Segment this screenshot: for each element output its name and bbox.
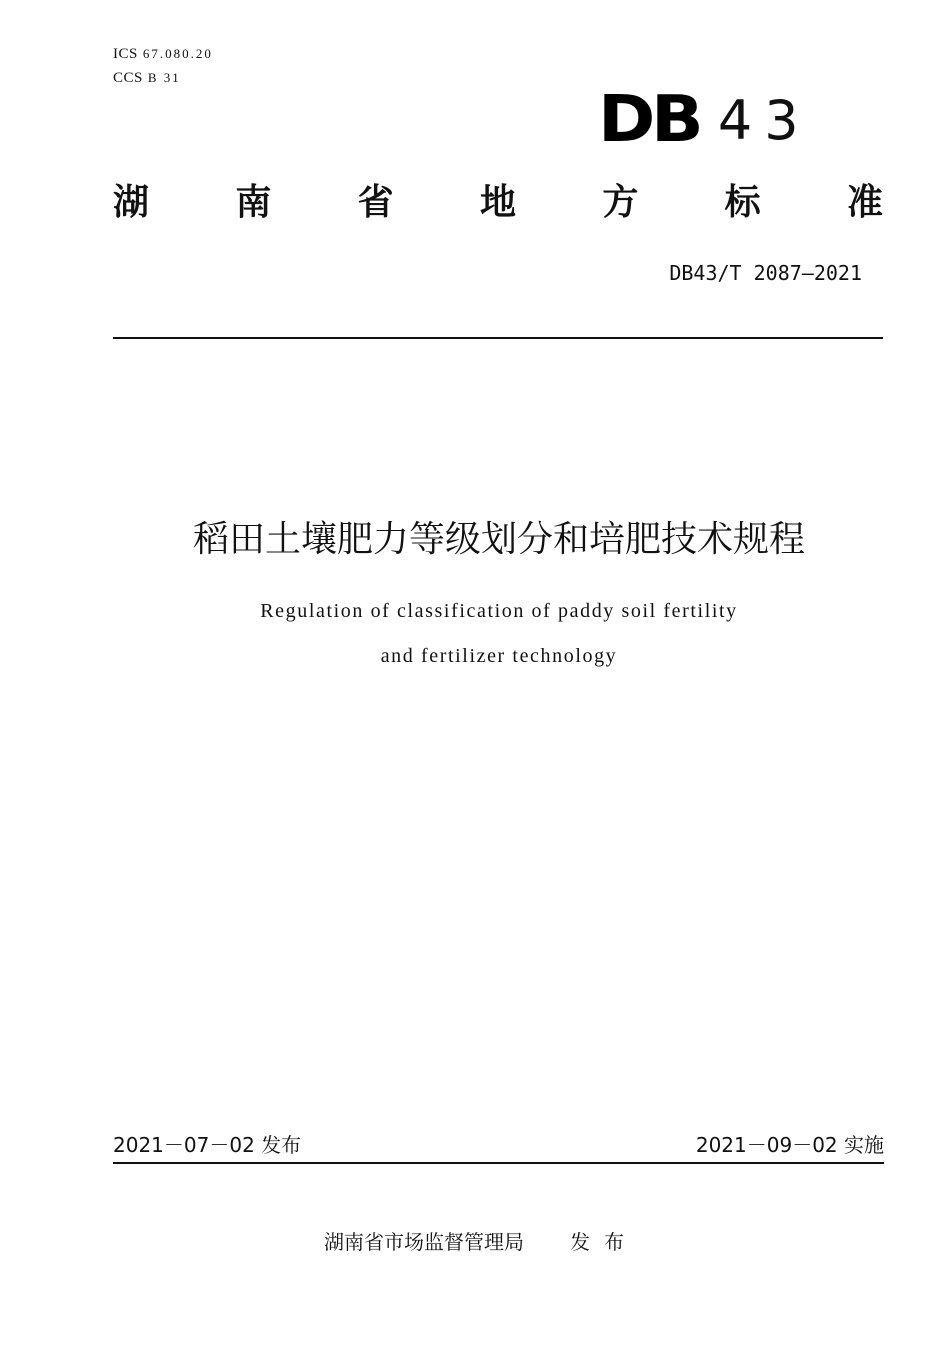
standard-type-char: 省 [357, 182, 394, 223]
document-title-zh: 稻田土壤肥力等级划分和培肥技术规程 [192, 519, 805, 560]
header-divider [113, 337, 883, 339]
db-logo: DB [598, 83, 700, 157]
standard-type-char: 方 [602, 182, 639, 223]
standard-number: DB43/T 2087—2021 [669, 261, 862, 285]
ccs-code-line [113, 70, 181, 87]
ics-code-line [113, 46, 213, 63]
implementation-date: 2021－09－02 实施 [695, 1133, 884, 1157]
issue-date: 2021－07－02 发布 [113, 1133, 302, 1157]
publisher-name: 湖南省市场监督管理局 [324, 1230, 524, 1254]
document-title-en-line2: and fertilizer technology [380, 645, 618, 667]
standard-type-char: 南 [235, 182, 272, 223]
standard-type-heading [113, 180, 883, 226]
ccs-code: B 31 [147, 70, 181, 85]
standard-mark [598, 83, 811, 157]
publisher-line [324, 1228, 638, 1256]
publish-action: 发布 [570, 1230, 638, 1254]
document-title-en-line1: Regulation of classification of paddy soil fertility [260, 600, 738, 622]
standard-type-char: 湖 [113, 182, 150, 223]
footer-divider [113, 1162, 884, 1164]
ccs-label: CCS [113, 70, 143, 86]
ics-code: 67.080.20 [142, 46, 213, 61]
standard-type-char: 标 [724, 182, 761, 223]
standard-type-char: 地 [479, 182, 516, 223]
standard-type-char: 准 [846, 182, 883, 223]
region-code: 43 [717, 88, 811, 152]
ics-label: ICS [113, 46, 138, 62]
